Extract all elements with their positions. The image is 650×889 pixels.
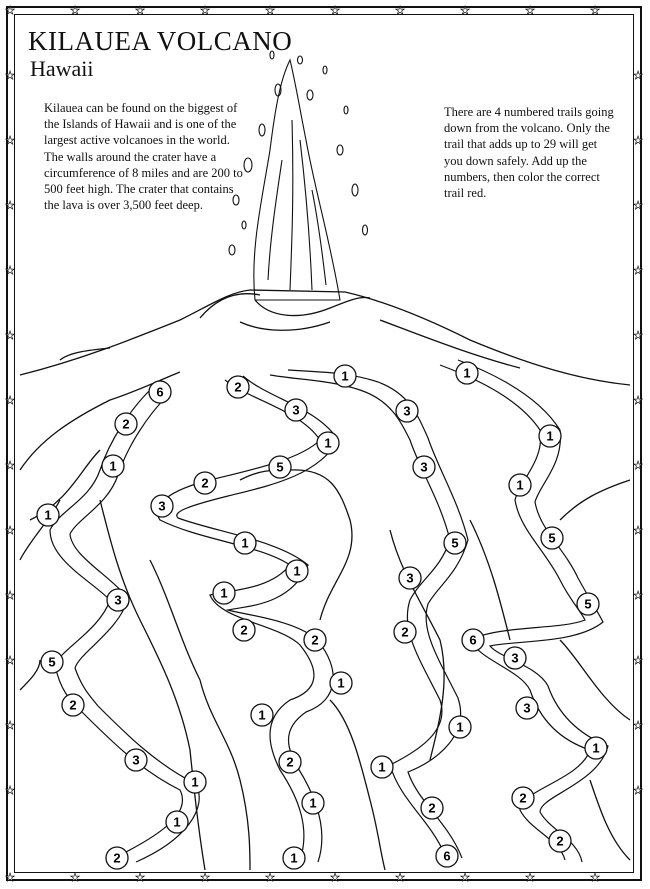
trail-number: 1 <box>258 707 266 723</box>
trail-number: 3 <box>420 459 428 475</box>
trail-number: 3 <box>132 752 140 768</box>
trail-number: 5 <box>48 654 56 670</box>
star-icon: ★ <box>633 524 643 537</box>
star-icon: ★ <box>5 524 15 537</box>
trail-number-bubble <box>541 527 563 549</box>
trail-number: 3 <box>511 650 519 666</box>
trail-number: 1 <box>546 428 554 444</box>
trail-number-bubble <box>107 589 129 611</box>
star-icon: ★ <box>633 69 643 82</box>
trail-number: 1 <box>241 535 249 551</box>
trail-number-bubble <box>115 413 137 435</box>
trail-number: 2 <box>234 379 242 395</box>
trail-number: 3 <box>523 700 531 716</box>
star-icon: ★ <box>460 4 470 17</box>
trail-number: 1 <box>324 435 332 451</box>
star-icon: ★ <box>265 871 275 884</box>
volcano-cone <box>20 290 630 385</box>
trail-number-bubble <box>413 456 435 478</box>
trail-number-bubble <box>106 847 128 869</box>
trail-number: 1 <box>516 477 524 493</box>
trail-number-bubble <box>539 425 561 447</box>
star-icon: ★ <box>70 871 80 884</box>
trail-number-bubble <box>317 432 339 454</box>
star-icon: ★ <box>5 69 15 82</box>
star-icon: ★ <box>5 264 15 277</box>
star-icon: ★ <box>633 394 643 407</box>
trail-number: 1 <box>309 795 317 811</box>
trail-number-bubble <box>302 792 324 814</box>
trail-number-bubble <box>585 737 607 759</box>
trail-number: 1 <box>173 814 181 830</box>
page-title: KILAUEA VOLCANO <box>28 26 293 56</box>
trail-number: 5 <box>548 530 556 546</box>
trail-number: 3 <box>406 570 414 586</box>
intro-text: Kilauea can be found on the biggest of the Islands of Hawaii and is one of the largest active volcanoes in the world. The walls around the crater have a circumference of 8 miles and are 200 to 500 feet high. The crater that contains the lava is over 3,500 feet deep. <box>44 101 243 213</box>
trail-number-bubble <box>37 504 59 526</box>
trail-number: 3 <box>292 402 300 418</box>
trail-number-bubble <box>330 672 352 694</box>
trail-number-bubble <box>436 845 458 867</box>
trail-number-bubble <box>234 532 256 554</box>
trail-number: 2 <box>113 850 121 866</box>
trail-number: 2 <box>201 475 209 491</box>
star-icon: ★ <box>590 4 600 17</box>
trail-number-bubble <box>516 697 538 719</box>
trail-number: 1 <box>337 675 345 691</box>
trail-number-bubble <box>286 560 308 582</box>
trail-number: 1 <box>456 719 464 735</box>
trail-number-bubble <box>504 647 526 669</box>
trail-number: 1 <box>290 850 298 866</box>
trail-number: 5 <box>276 459 284 475</box>
trail-number-bubble <box>166 811 188 833</box>
trail-number-bubble <box>549 830 571 852</box>
star-icon: ★ <box>200 4 210 17</box>
star-icon: ★ <box>5 654 15 667</box>
trail-number-bubble <box>394 621 416 643</box>
star-icon: ★ <box>135 4 145 17</box>
trail-number-bubble <box>399 567 421 589</box>
lava-fountain <box>229 51 368 300</box>
trail-number: 2 <box>428 800 436 816</box>
trail-number: 3 <box>158 498 166 514</box>
trail-number: 1 <box>191 774 199 790</box>
trail-number: 6 <box>469 632 477 648</box>
instructions-text: There are 4 numbered trails going down from the volcano. Only the trail that adds up to 29 will get you down safely. Add up the numbers, then color the correct trail red. <box>444 105 614 201</box>
trail-c <box>270 370 468 858</box>
star-icon: ★ <box>525 871 535 884</box>
trail-number-bubble <box>233 619 255 641</box>
star-icon: ★ <box>460 871 470 884</box>
trail-number: 1 <box>220 585 228 601</box>
trail-number-bubble <box>194 472 216 494</box>
trail-number-bubble <box>269 456 291 478</box>
star-icon: ★ <box>5 329 15 342</box>
trail-number: 2 <box>240 622 248 638</box>
star-icon: ★ <box>633 459 643 472</box>
page-subtitle: Hawaii <box>30 56 94 81</box>
trail-number-bubble <box>421 797 443 819</box>
trail-number-bubble <box>285 399 307 421</box>
star-icon: ★ <box>5 589 15 602</box>
star-icon: ★ <box>5 394 15 407</box>
star-icon: ★ <box>633 329 643 342</box>
star-icon: ★ <box>5 199 15 212</box>
trail-number-bubble <box>444 532 466 554</box>
trail-number-bubble <box>283 847 305 869</box>
star-icon: ★ <box>633 134 643 147</box>
trail-number-bubble <box>279 751 301 773</box>
trail-number: 1 <box>341 368 349 384</box>
star-icon: ★ <box>633 784 643 797</box>
star-icon: ★ <box>633 264 643 277</box>
star-icon: ★ <box>70 4 80 17</box>
trail-number-bubble <box>149 381 171 403</box>
star-icon: ★ <box>590 871 600 884</box>
trail-number-bubble <box>151 495 173 517</box>
star-icon: ★ <box>633 589 643 602</box>
star-icon: ★ <box>135 871 145 884</box>
trail-number-bubble <box>41 651 63 673</box>
trail-number-bubble <box>227 376 249 398</box>
star-icon: ★ <box>200 871 210 884</box>
trail-number-bubble <box>213 582 235 604</box>
trail-number: 6 <box>156 384 164 400</box>
star-icon: ★ <box>5 871 15 884</box>
star-icon: ★ <box>395 871 405 884</box>
star-icon: ★ <box>5 4 15 17</box>
trail-number-bubble <box>184 771 206 793</box>
trail-number-bubble <box>456 362 478 384</box>
trail-number-bubble <box>371 756 393 778</box>
trail-number: 1 <box>592 740 600 756</box>
trail-number-bubble <box>512 787 534 809</box>
star-icon: ★ <box>633 719 643 732</box>
trail-number: 5 <box>451 535 459 551</box>
trail-number-bubble <box>462 629 484 651</box>
star-icon: ★ <box>5 784 15 797</box>
star-icon: ★ <box>5 459 15 472</box>
trail-number: 6 <box>443 848 451 864</box>
star-icon: ★ <box>633 199 643 212</box>
star-icon: ★ <box>395 4 405 17</box>
trail-number-bubble <box>102 455 124 477</box>
trail-number: 1 <box>44 507 52 523</box>
trail-number: 1 <box>463 365 471 381</box>
trail-number-bubble <box>334 365 356 387</box>
star-icon: ★ <box>5 134 15 147</box>
trail-number-bubble <box>125 749 147 771</box>
star-icon: ★ <box>265 4 275 17</box>
trail-number: 1 <box>378 759 386 775</box>
trail-number: 1 <box>109 458 117 474</box>
trail-number: 2 <box>556 833 564 849</box>
trail-number: 2 <box>519 790 527 806</box>
trail-number-bubble <box>449 716 471 738</box>
star-icon: ★ <box>633 654 643 667</box>
trail-number-bubble <box>509 474 531 496</box>
star-icon: ★ <box>5 719 15 732</box>
trail-number: 2 <box>69 697 77 713</box>
trail-number: 2 <box>122 416 130 432</box>
trail-number-bubble <box>396 400 418 422</box>
trail-number: 3 <box>114 592 122 608</box>
trail-number: 3 <box>403 403 411 419</box>
trail-number: 1 <box>293 563 301 579</box>
trail-number-bubble <box>251 704 273 726</box>
trail-number-bubble <box>304 629 326 651</box>
trail-number-bubble <box>577 593 599 615</box>
star-icon: ★ <box>330 4 340 17</box>
trail-number: 2 <box>286 754 294 770</box>
trail-number-bubbles <box>37 362 607 869</box>
star-icon: ★ <box>525 4 535 17</box>
trail-number-bubble <box>62 694 84 716</box>
star-icon: ★ <box>330 871 340 884</box>
trail-number: 5 <box>584 596 592 612</box>
trail-number: 2 <box>401 624 409 640</box>
trail-number: 2 <box>311 632 319 648</box>
